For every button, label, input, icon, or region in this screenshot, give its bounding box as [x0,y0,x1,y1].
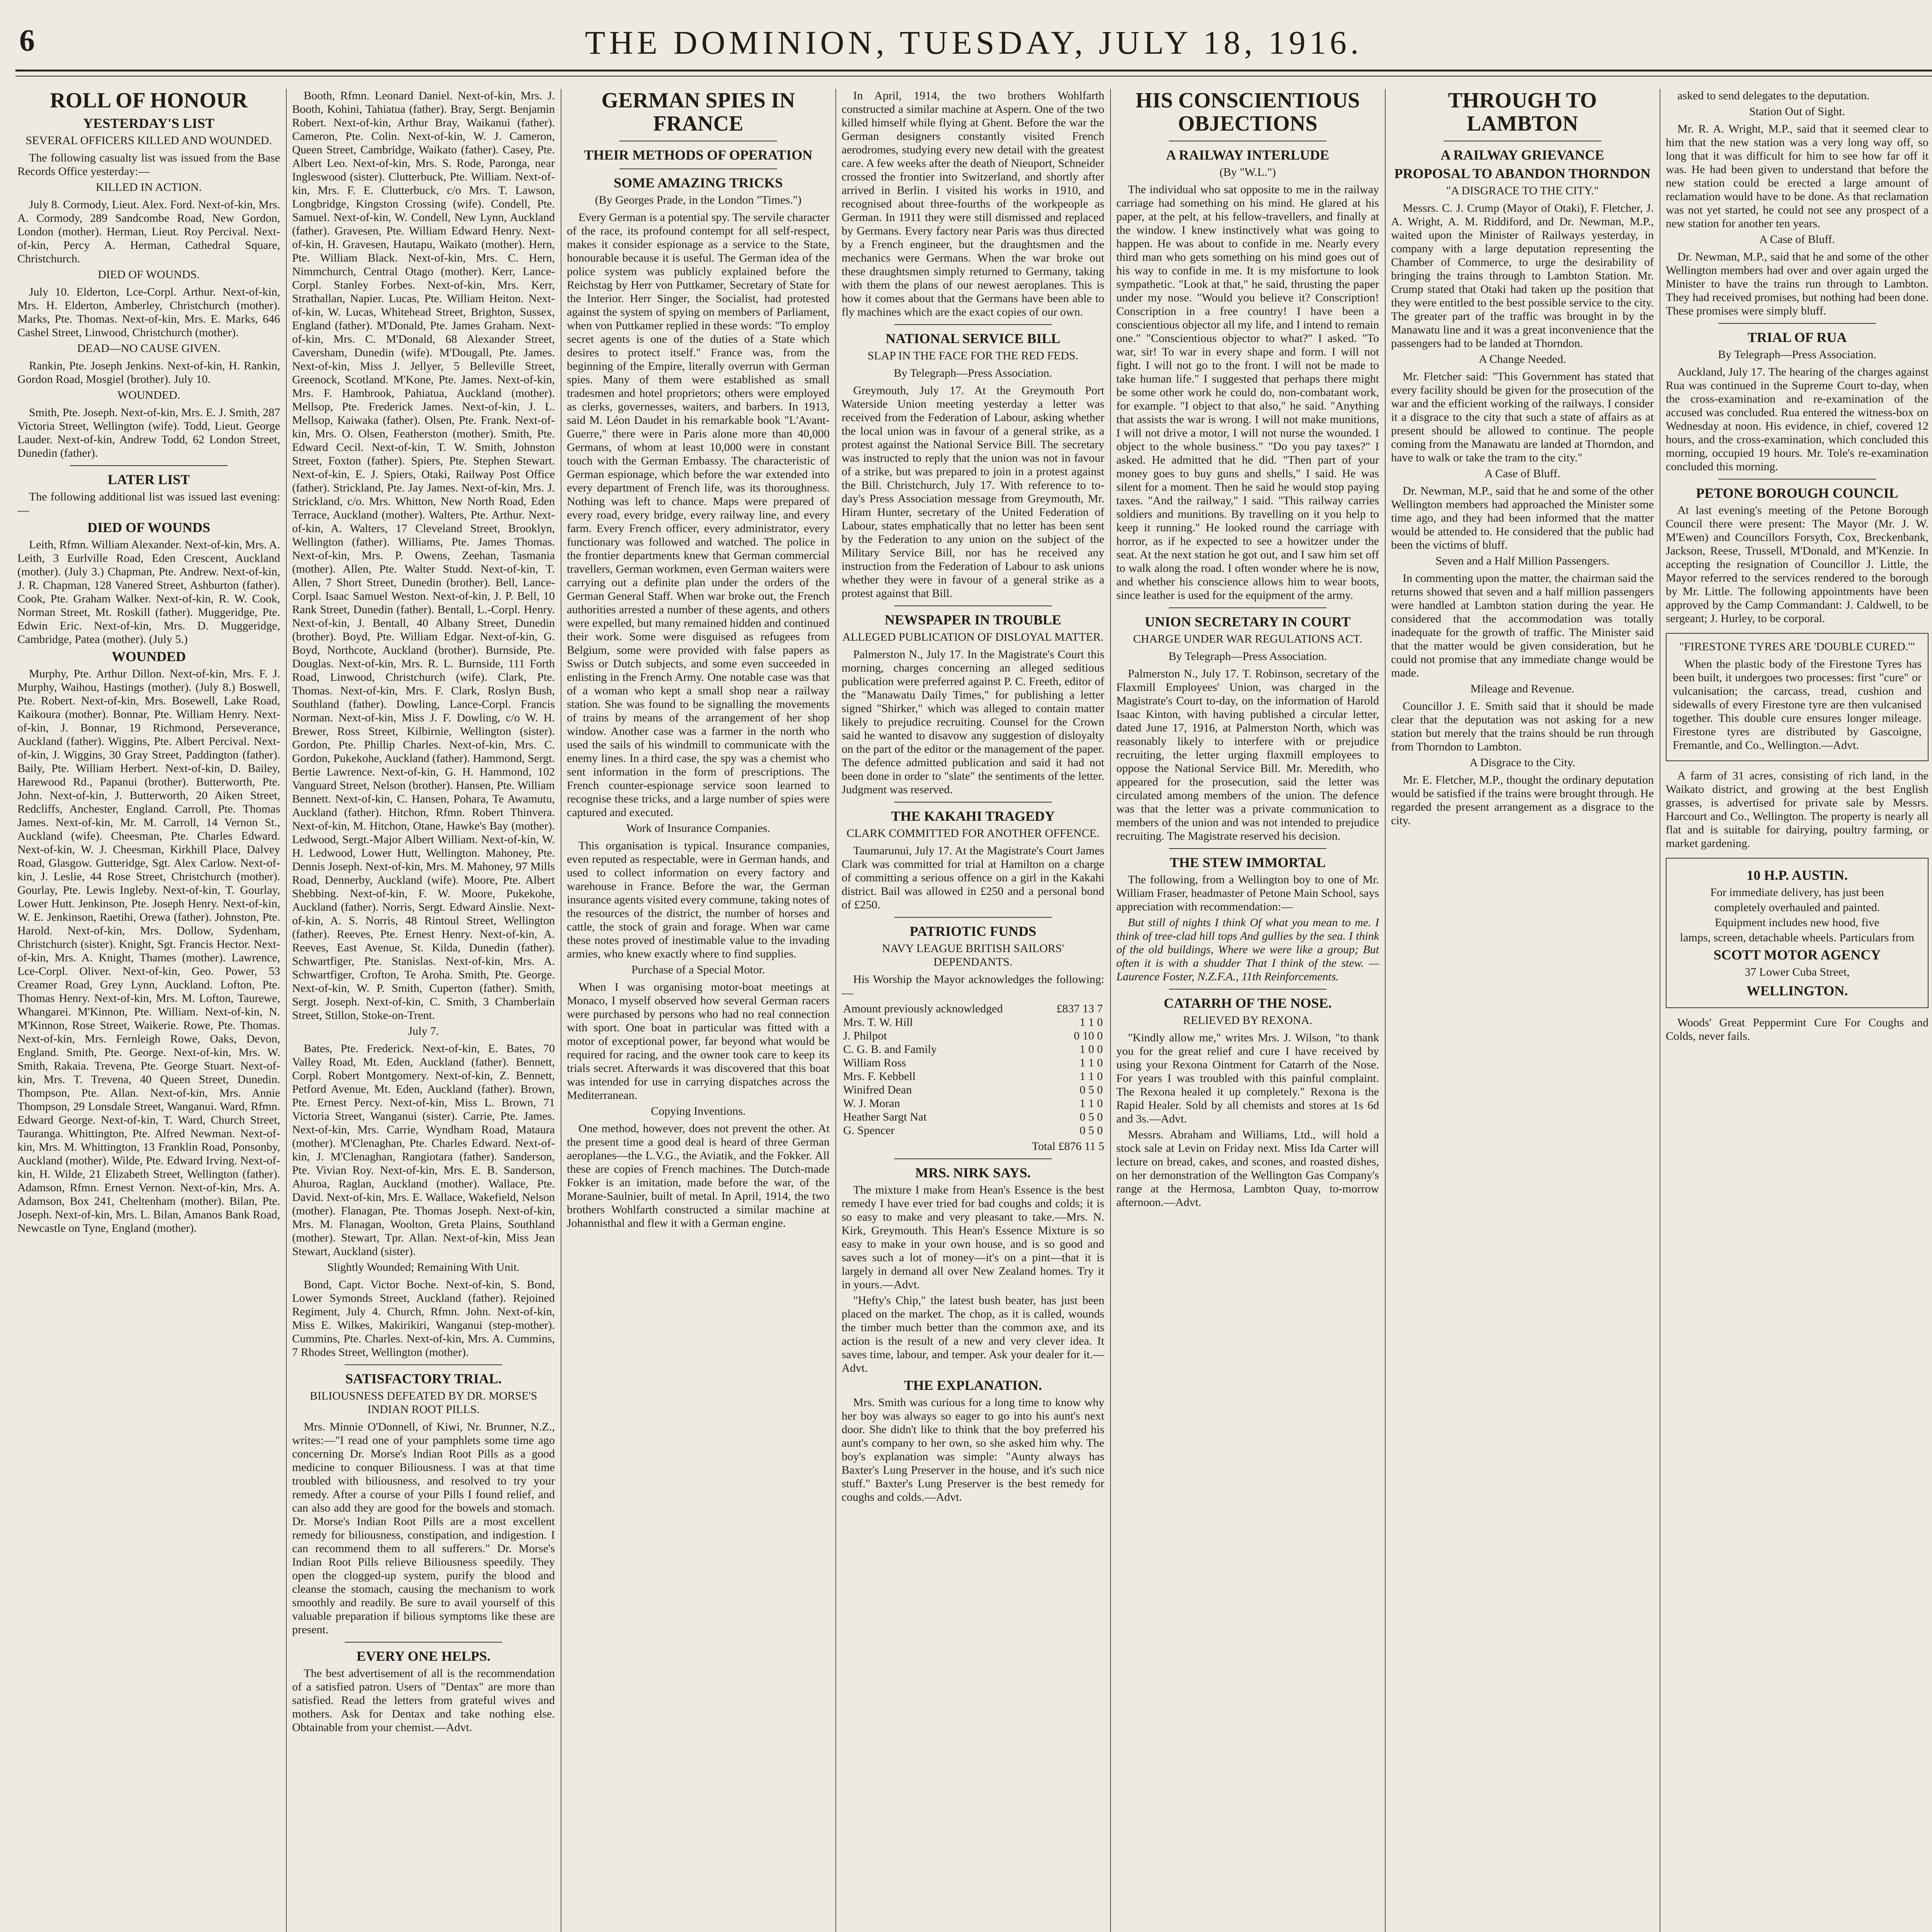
trial-of-rua-heading: TRIAL OF RUA [1747,330,1847,345]
column-news [842,89,1104,1932]
later-died-list: Leith, Rfmn. William Alexander. Next-of-kin, Mrs. A. Leith, 3 Eurlville Road, Eden Crescent, Auckland (mother). (July 3.) Chapman, Pte. Andrew. Next-of-kin, J. R. Chapman, 128 Vanered Street, Ashburton (father). Cook, Pte. Graham Walker. Next-of-kin, R. W. Cook, Norman Street, Mt. Roskill (father). Muggeridge, Pte. Edwin Eric. Next-of-kin, Mrs. D. Muggeridge, Cambridge, Patea (mother). (July 5.) [17,538,280,646]
donor-name: Heather Sargt Nat [843,1111,927,1123]
patriotic-funds-intro: His Worship the Mayor acknowledges the following:— [842,973,1104,999]
trial-of-rua-byline: By Telegraph—Press Association. [1718,348,1876,361]
patriotic-funds-table [842,1002,1104,1137]
divider [1718,323,1876,324]
every-one-helps-heading: EVERY ONE HELPS. [356,1648,491,1664]
explanation-text: Mrs. Smith was curious for a long time to know why her boy was always so eager to go into his aunt's next door. She didn't like to think that the boy preferred his aunt's company to her own, so she asked him why. The boy's explanation was simple: "Aunty always has Baxter's Lung Preserver in the house, and it's such nice stuff." Baxter's Lung Preserver is the best remedy for coughs and colds.—Advt. [842,1396,1104,1503]
german-spies-heading: GERMAN SPIES IN FRANCE [601,89,795,136]
kakahi-tragedy-heading: THE KAKAHI TRAGEDY [891,808,1055,824]
austin-city: WELLINGTON. [1746,983,1848,998]
column-separator [1385,89,1386,1932]
later-died-heading: DIED OF WOUNDS [87,520,211,535]
donor-name: C. G. B. and Family [843,1043,937,1056]
donor-name: Mrs. F. Kebbell [843,1070,916,1083]
bluff-heading: A Case of Bluff. [1759,233,1835,246]
station-out-of-sight-text: Mr. R. A. Wright, M.P., said that it seemed clear to him that the new station was a very long way off, so long that it was difficult for him to see how far off it was. He had been given to understand that before the new station could be erected a large amount of reclamation would have to be done. As that reclamation was not yet started, he could not see any prospect of a new station for another ten years. [1666,122,1929,230]
national-service-byline: By Telegraph—Press Association. [894,367,1052,379]
column-casualty-continued [292,89,555,1932]
casualty-list-july-7: Bates, Pte. Frederick. Next-of-kin, E. Bates, 70 Valley Road, Mt. Eden, Auckland (father). Bennett, Corpl. Robert Montgomery. Next-of-kin, Z. Bennett, Petford Avenue, Mt. Eden, Auckland (father). Brown, Pte. Ernest Percy. Next-of-kin, Miss L. Brown, 71 Victoria Street, Wanganui (sister). Carrie, Pte. James. Next-of-kin, Mrs. Carrie, Wyndham Road, Mataura (mother). M'Clenaghan, Pte. Charles Edward. Next-of-kin, J. M'Clenaghan, Rangiotara (father). Sanderson, Pte. Vivian Roy. Next-of-kin, Mrs. E. B. Sanderson, Ahuroa, Raglan, Auckland (mother). Wallace, Pte. David. Next-of-kin, Mrs. E. Wallace, Wakefield, Nelson (mother). Flanagan, Pte. Thomas Joseph. Next-of-kin, Mrs. M. Flanagan, Woolton, Greta Plains, Southland (mother). Stewart, Tpr. Allan. Next-of-kin, Miss Jean Stewart, Auckland (sister). [292,1042,555,1258]
table-row [842,1029,1104,1043]
objections-byline: (By "W.L.") [1219,166,1276,179]
table-row [842,1002,1104,1015]
table-row [842,1083,1104,1097]
stew-immortal-heading: THE STEW IMMORTAL [1170,855,1326,870]
catarrh-text: "Kindly allow me," writes Mrs. J. Wilson, "to thank you for the great relief and cure I have received by using your Rexona Ointment for Catarrh of the Nose. For years I was troubled with this painful complaint. The Rexona healed it up completely." Rexona is the Rapid Healer. Sold by all chemists and stores at 1s 6d and 3s.—Advt. [1116,1031,1379,1125]
donation-amount: 1 1 0 [1080,1070,1103,1083]
divider [894,605,1052,606]
table-row [842,1015,1104,1029]
table-row [842,1110,1104,1124]
donation-amount: 1 1 0 [1080,1016,1103,1029]
station-out-of-sight-heading: Station Out of Sight. [1749,105,1845,118]
copying-text: One method, however, does not prevent the other. At the present time a good deal is heard of three German aeroplanes—the L.V.G., the Aviatik, and the Fokker. All these are copies of French machines. The Dutch-made Fokker is an imitation, made before the war, of the Morane-Saulnier, built of metal. In April, 1914, the two brothers Wohlfarth constructed a similar machine at Johannisthal and flew it with a German engine. [567,1122,830,1230]
died-of-wounds-list: July 10. Elderton, Lce-Corpl. Arthur. Next-of-kin, Mrs. H. Elderton, Amberley, Christchurch (mother). Marks, Pte. Thomas. Next-of-kin, Mrs. E. Marks, 646 Cashel Street, Linwood, Christchurch (mother). [17,286,280,339]
insurance-text: This organisation is typical. Insurance companies, even reputed as respectable, were in German hands, and used to collect information on every factory and warehouse in France. Before the war, the German insurance agents visited every commune, taking notes of the resources of the district, the number of horses and cattle, the stock of grain and forage. When war came these notes proved of inestimable value to the invading armies, who knew exactly where to find supplies. [567,839,830,960]
union-secretary-heading: UNION SECRETARY IN COURT [1145,614,1351,629]
german-spies-text: Every German is a potential spy. The servile character of the race, its profound contempt for all self-respect, makes it consider espionage as a service to the State, honourable because it is useful. The German idea of the police system was publicly explained before the Reichstag by Herr von Puttkamer, Secretary of State for the Interior. Herr Singer, the Socialist, had protested against the system of spying on members of Parliament, when von Puttkamer replied in these words: "To employ secret agents is one of the duties of a State which desires to protect itself." France was, from the beginning of the Empire, literally overrun with German spies. Many of them were established as small tradesmen and hotel proprietors; others were employed as clerks, governesses, waiters, and barbers. In 1913, said M. Léon Daudet in his remarkable book "L'Avant-Guerre," there were in Paris alone more than 40,000 Germans, of whom at least 10,000 were in constant touch with the German Embassy. The characteristic of German espionage, which before the war extended into every department of French life, was its thoroughness. Nothing was left to chance. Maps were prepared of every road, every bridge, every railway line, and every farm. Every French officer, every administrator, every functionary was followed and watched. The police in the frontier departments knew that German commercial travellers, German workmen, even German waiters were carrying out a definite plan under the orders of the German General Staff. When war broke out, the French authorities arrested a number of these agents, and others were expelled, but many remained hidden and continued their work. Some were disguised as refugees from Belgium, some were provided with false papers as Swiss or Dutch subjects, and some even succeeded in enlisting in the French Army. One notable case was that of a woman who kept a small shop near a railway station. She was found to be signalling the movements of trains by means of the arrangement of her shop window. Another case was a farmer in the north who used the sails of his windmill to communicate with the enemy lines. In a third case, the spy was a chemist who sent information in the form of prescriptions. The French counter-espionage service soon learned to recognise these tricks, and a large number of spies were captured and executed. [567,211,830,819]
dead-no-cause-heading: DEAD—NO CAUSE GIVEN. [77,342,221,355]
divider [345,1364,502,1365]
list-intro: The following casualty list was issued from the Base Records Office yesterday:— [17,151,280,178]
divider [1718,479,1876,480]
donor-name: Mrs. T. W. Hill [843,1016,913,1029]
wounded-heading: WOUNDED. [117,389,180,401]
austin-line: Equipment includes new hood, five [1715,916,1879,929]
petone-council-text: At last evening's meeting of the Petone Borough Council there were present: The Mayor (Mr. J. W. M'Ewen) and Councillors Forsyth, Cox, Breckenbank, Jackson, Reese, Trussell, M'Donald, and M'Kenzie. In accepting the resignation of Councillor J. Little, the Mayor referred to the services rendered to the borough by Mr. Little. The following appointments have been approved by the Camp Commandant: J. Caldwell, to be sergeant; J. Hurley, to be corporal. [1666,504,1929,625]
austin-heading: 10 H.P. AUSTIN. [1747,867,1848,883]
firestone-text: When the plastic body of the Firestone Tyres has been built, it undergoes two processes: first "cure" or vulcanisation; the carcass, tread, cushion and sidewalls of every Firestone tyre are then vulcanised together. This double cure ensures longer mileage. Firestone tyres are distributed by Gascoigne, Fremantle, and Co., Wellington.—Advt. [1673,658,1922,752]
table-row [842,1070,1104,1083]
national-service-text: Greymouth, July 17. At the Greymouth Port Waterside Union meeting yesterday a letter was received from the Federation of Labour, asking whether the local union was in favour of a general strike, as a protest against the National Service Bill. The secretary was instructed to reply that the union was not in favour of a strike, but was prepared to join in a protest against the Bill. Christchurch, July 17. With reference to to-day's Press Association message from Greymouth, Mr. Hiram Hunter, secretary of the United Federation of Labour, states emphatically that no letter has been sent by the Federation to any union on the subject of the Military Service Bill, nor has he received any instruction from the Federation of Labour to ask unions whether they were in favour of a general strike as a protest against that Bill. [842,384,1104,600]
austin-line: lamps, screen, detachable wheels. Particulars from [1680,931,1915,944]
patriotic-funds-total: Total £876 11 5 [1032,1140,1104,1153]
union-secretary-text: Palmerston N., July 17. T. Robinson, secretary of the Flaxmill Employees' Union, was charged in the Magistrate's Court to-day, on the information of Harold Isaac Kinton, with having published a circular letter, dated June 17, 1916, at Palmerston North, which was reasonably likely to interfere with or prejudice recruiting, the letter urging flaxmill employees to oppose the National Service Bill. Mr. Meredith, who appeared for the prosecution, said the letter was circulated among members of the union. The defence was that the letter was a private communication to members of the union and was not intended to prejudice recruiting. The Magistrate reserved his decision. [1116,667,1379,842]
case-of-bluff-heading: A Case of Bluff. [1484,467,1561,480]
austin-company: SCOTT MOTOR AGENCY [1713,947,1881,963]
donation-amount: 1 1 0 [1080,1097,1103,1110]
divider [894,917,1052,918]
passengers-text: In commenting upon the matter, the chairman said the returns showed that seven and a half million passengers were handled at Lambton station during the year. He considered that the accommodation was totally inadequate for the growth of traffic. The Minister said that the matter would be given consideration, but he could not promise that any immediate change would be made. [1391,572,1654,679]
donation-amount: £837 13 7 [1056,1002,1103,1015]
date-july-7: July 7. [408,1025,439,1037]
objections-text: The individual who sat opposite to me in the railway carriage had something on his mind. He glared at his paper, at the pelt, at his fellow-travellers, and finally at the window. I knew instinctively what was going to happen. He was about to confide in me. Nearly every third man who gets something on his mind goes out of his way to confide in me. It is my misfortune to look sympathetic. "Look at that," he said, thrusting the paper under my nose. "Would you believe it? Conscription! Conscription in a free country! I have been a conscientious objector all my life, and I intend to remain one." "Conscientious objector to what?" I asked. "To war, sir! To war in every shape and form. I will not fight. I will not go to the front. I will not be made to take human life." I suggested that perhaps there might be some other work he could do, non-combatant work, for example. "I object to that also," he said. "Anything that assists the war is wrong. I will not make munitions, I will not drive a motor, I will not nurse the wounded. I object to the whole business." "Do you pay taxes?" I asked. He admitted that he did. "Then part of your money goes to buy guns and shells," I said. He was silent for a moment. Then he said he would stop paying taxes. "And the railway," I said. "This railway carries soldiers and munitions. By travelling on it you help to keep it running." He looked round the carriage with horror, as if he expected to see a howitzer under the seat. At the next station he got out, and I saw him set off to walk along the road. I often wonder where he is now, and whether his conscience allows him to wear boots, since leather is used for the equipment of the army. [1116,183,1379,602]
every-one-helps-text: The best advertisement of all is the recommendation of a satisfied patron. Users of "Dentax" are more than satisfied. Read the letters from grateful wives and mothers. Ask for Dentax and take nothing else. Obtainable from your chemist.—Advt. [292,1667,555,1734]
divider [1169,607,1327,608]
donation-amount: 0 10 0 [1074,1029,1103,1042]
donation-amount: 1 1 0 [1080,1056,1103,1069]
german-spies-continued: In April, 1914, the two brothers Wohlfarth constructed a similar machine at Aspern. One of the two killed himself while flying at Ghent. Before the war the German designers constantly visited French aerodromes, studying every new detail with the greatest care. A few weeks after the death of Nieuport, Schneider crossed the frontier into Switzerland, and shortly after arrived in Berlin. I visited his works in 1910, and recognised about three-fourths of the workpeople as German. In 1911 they were still dismissed and replaced by Germans. Every factory near Paris was thus directed by a French engineer, but the draughtsmen and the mechanics were Germans. When the war broke out these draughtsmen simply returned to Germany, taking with them the plans of our newest aeroplanes. This is how it comes about that the Germans have been able to fly machines which are the exact copies of our own. [842,89,1104,318]
farm-notice: A farm of 31 acres, consisting of rich land, in the Waikato district, and growing at the best English grasses, is advertised for private sale by Messrs. Harcourt and Co., Wellington. The property is nearly all flat and is suitable for dairying, poultry farming, or market gardening. [1666,769,1929,850]
insurance-heading: Work of Insurance Companies. [626,822,770,835]
divider [70,465,228,466]
column-objections [1116,89,1379,1932]
later-wounded-heading: WOUNDED [111,649,186,664]
petone-council-heading: PETONE BOROUGH COUNCIL [1696,485,1898,501]
amazing-tricks-subheading: SOME AMAZING TRICKS [614,175,783,190]
masthead [15,23,1932,66]
divider [345,1642,502,1643]
woods-peppermint-notice: Woods' Great Peppermint Cure For Coughs and Colds, never fails. [1666,1016,1929,1043]
firestone-advert [1666,633,1929,761]
divider [619,168,777,169]
wounded-list: Smith, Pte. Joseph. Next-of-kin, Mrs. E. J. Smith, 287 Victoria Street, Wellington (wife). Todd, Lieut. George Lauder. Next-of-kin, Andrew Todd, 62 London Street, Dunedin (father). [17,406,280,459]
satisfactory-trial-subheading: BILIOUSNESS DEFEATED BY DR. MORSE'S INDIAN ROOT PILLS. [310,1389,537,1416]
killed-heading: KILLED IN ACTION. [95,181,202,194]
newspaper-title: THE DOMINION, TUESDAY, JULY 18, 1916. [585,24,1363,61]
passengers-heading: Seven and a Half Million Passengers. [1435,554,1609,567]
mrs-kirk-text: The mixture I make from Hean's Essence is the best remedy I have ever tried for bad coughs and colds; it is so easy to make and very pleasant to take.—Mrs. N. Kirk, Greymouth. This Hean's Essence Mixture is so easy to make in your own house, and is so good and saves such a lot of money—it's on a pint—that it is largely in demand all over New Zealand homes. Try it in yours.—Advt. [842,1184,1104,1291]
column-right [1666,89,1929,1932]
later-wounded-list: Murphy, Pte. Arthur Dillon. Next-of-kin, Mrs. F. J. Murphy, Waihou, Hastings (mother). (July 8.) Boswell, Pte. Robert. Next-of-kin, Mrs. Bosewell, Lake Road, Kaikoura (mother). Bonnar, Pte. William Henry. Next-of-kin, J. Bonnar, 19 Richmond, Perseverance, Auckland (father). Wiggins, Pte. Albert Percival. Next-of-kin, J. Wiggins, 30 Gray Street, Paddington (father). Baily, Pte. William Herbert. Next-of-kin, D. Bailey, Harewood Rd., Papanui (brother). Butterworth, Pte. John. Next-of-kin, J. Butterworth, 20 Aiken Street, Redcliffs, Anchester, England. Carroll, Pte. Thomas James. Next-of-kin, Mr. M. Carroll, 14 Vernon St., Auckland (wife). Cheesman, Pte. Charles Edward. Next-of-kin, W. J. Cheesman, Kirkhill Place, Dalvey Road, Glasgow. Gutteridge, Sgt. Alex Carlow. Next-of-kin, J. Leslie, 44 Rose Street, Christchurch (mother). Gourlay, Pte. Lewis Ingleby. Next-of-kin, T. Gourlay, Lower Hutt. Jenkinson, Pte. Joseph Henry. Next-of-kin, W. E. Jenkinson, Raetihi, Orewa (father). Johnston, Pte. Harold. Next-of-kin, Mrs. Dollow, Sydenham, Christchurch (sister). Knight, Sgt. Francis Hector. Next-of-kin, Mrs. A. Knight, Thames (mother). Lawrence, Lce-Corpl. Oliver. Next-of-kin, Geo. Power, 53 Creamer Road, Grey Lynn, Auckland. Lofton, Pte. Thomas Henry. Next-of-kin, Mrs. M. Lofton, Taurewe, Whangarei. M'Kinnon, Pte. William. Next-of-kin, N. M'Kinnon, Rose Street, Waikerie. Rowe, Pte. Thomas. Next-of-kin, Mrs. Fernleigh Rowe, Oaks, Devon, England. Smith, Pte. George. Next-of-kin, Mrs. W. Smith, Rakaia. Trevena, Pte. George Stuart. Next-of-kin, Mrs. T. Trevena, 40 Queen Street, Dunedin. Thompson, Pte. Allan. Next-of-kin, Mrs. Annie Thompson, 29 Lonsdale Street, Wanganui. Ward, Rfmn. Edward George. Next-of-kin, T. Ward, Church Street, Tauranga. Whittington, Pte. Alfred Newman. Next-of-kin, Mrs. M. Whittington, 13 Franklin Road, Ponsonby, Auckland (mother). Wilde, Pte. Edward Irving. Next-of-kin, H. Wilde, 21 Elizabeth Street, Wellington (father). Adamson, Rfmn. Ernest Vernon. Next-of-kin, Mrs. A. Adamson, Box 241, Cheltenham (mother). Bilan, Pte. Joseph. Next-of-kin, Mrs. L. Bilan, Amanos Bank Road, Newcastle on Tyne, England (mother). [17,667,280,1235]
killed-list: July 8. Cormody, Lieut. Alex. Ford. Next-of-kin, Mrs. A. Cormody, 289 Sandcombe Road, New Gordon, London (mother). Herman, Lieut. Roy Percival. Next-of-kin, Percy A. Herman, Cathedral Square, Christchurch. [17,198,280,265]
disgrace-quote: "A DISGRACE TO THE CITY." [1446,184,1599,197]
catarrh-heading: CATARRH OF THE NOSE. [1163,995,1332,1011]
column-roll-of-honour [17,89,280,1932]
donation-amount: 0 5 0 [1080,1111,1103,1123]
donor-name: J. Philpot [843,1029,887,1042]
special-motor-text: When I was organising motor-boat meetings at Monaco, I myself observed how several German racers were purchased by persons who had no real connection with sport. One boat in particular was fitted with a motor of exceptional power, far beyond what would be required for racing, and the owner took care to keep its trials secret. Afterwards it was discovered that this boat was intended for use in carrying dispatches across the Mediterranean. [567,981,830,1102]
patriotic-funds-subheading: NAVY LEAGUE BRITISH SAILORS' DEPENDANTS. [882,942,1064,968]
satisfactory-trial-text: Mrs. Minnie O'Donnell, of Kiwi, Nr. Brunner, N.Z., writes:—"I read one of your pamphlets some time ago concerning Dr. Morse's Indian Root Pills as a good medicine to conquer Biliousness. I was at that time troubled with biliousness, and resolved to try your remedy. After a course of your Pills I found relief, and can also add they are good for the bowels and stomach. Dr. Morse's Indian Root Pills are a most excellent remedy for biliousness, constipation, and indigestion. I can recommend them to all sufferers." Dr. Morse's Indian Root Pills relieve Biliousness speedily. They open the clogged-up system, purify the blood and cleanse the stomach, causing the mechanism to work smoothly and readily. Be sure to avail yourself of this valuable preparation if bilious symptoms like these are present. [292,1420,555,1636]
german-spies-subheading: THEIR METHODS OF OPERATION [584,147,813,163]
masthead-rule-bottom [15,76,1932,77]
yesterdays-list-heading: YESTERDAY'S LIST [83,116,214,131]
donor-name: W. J. Moran [843,1097,900,1110]
table-row [842,1124,1104,1137]
divider [1169,989,1327,990]
donor-name: G. Spencer [843,1124,895,1137]
patriotic-funds-heading: PATRIOTIC FUNDS [910,923,1036,939]
stew-immortal-text: The following, from a Wellington boy to one of Mr. William Fraser, headmaster of Petone Main School, says appreciation with recommendation:— [1116,873,1379,913]
divider [894,1158,1052,1159]
austin-advert [1666,858,1929,1008]
kakahi-tragedy-subheading: CLARK COMMITTED FOR ANOTHER OFFENCE. [846,827,1100,840]
bush-beater-text: "Hefty's Chip," the latest bush beater, has just been placed on the market. The chop, as it is called, wounds the timber much better than the common axe, and its action is the result of a new and very clever idea. It saves time, labour, and temper. Ask your dealer for it.—Advt. [842,1294,1104,1374]
divider [1169,848,1327,849]
newspaper-trouble-heading: NEWSPAPER IN TROUBLE [884,612,1061,628]
catarrh-subheading: RELIEVED BY REXONA. [1183,1014,1313,1027]
stew-immortal-poem: But still of nights I think Of what you mean to me. I think of tree-clad hill tops And gullies by the sea. I think of the old buildings, Where we were like a group; But often it is with a shudder That I think of the stew. — Laurence Foster, N.Z.F.A., 11th Reinforcements. [1116,916,1379,983]
column-separator [286,89,287,1932]
column-lambton [1391,89,1654,1932]
mileage-heading: Mileage and Revenue. [1470,682,1575,695]
change-needed-heading: A Change Needed. [1479,353,1566,366]
newspaper-trouble-text: Palmerston N., July 17. In the Magistrate's Court this morning, charges concerning an alleged seditious publication were preferred against P. C. Freeth, editor of the "Manawatu Daily Times," for publishing a letter signed "Shirker," which was alleged to contain matter likely to prejudice recruiting. Counsel for the Crown said he wanted to disavow any suggestion of disloyalty on the part of the editor or the management of the paper. The defence admitted publication and said it had not been done in order to "slate" the sentiments of the letter. Judgment was reserved. [842,648,1104,796]
masthead-rule-top [15,70,1932,71]
bluff-text: Dr. Newman, M.P., said that he and some of the other Wellington members had over and over again urged the Minister to have the trains run through to Lambton. They had received promises, but nothing had been done. These promises were simply bluff. [1666,250,1929,317]
trial-of-rua-text: Auckland, July 17. The hearing of the charges against Rua was continued in the Supreme Court to-day, when the cross-examination and re-examination of the accused was concluded. Rua entered the witness-box on Wednesday at noon. His evidence, in chief, covered 12 hours, and the cross-examination, which concluded this morning, occupied 19 hours. Mr. Tole's re-examination concluded this morning. [1666,366,1929,473]
donor-name: Winifred Dean [843,1083,912,1096]
byline: (By Georges Prade, in the London "Times.") [595,194,802,206]
mileage-text: Councillor J. E. Smith said that it should be made clear that the deputation was not asking for a new station but merely that the trains should be run through from Thorndon to Lambton. [1391,700,1654,753]
firestone-heading: "FIRESTONE TYRES ARE 'DOUBLE CURED.'" [1679,640,1915,653]
column-separator [1110,89,1111,1932]
mrs-kirk-heading: MRS. NIRK SAYS. [915,1165,1031,1180]
died-of-wounds-heading: DIED OF WOUNDS. [98,268,200,281]
casualty-list-continued: Booth, Rfmn. Leonard Daniel. Next-of-kin, Mrs. J. Booth, Kohini, Tahiatua (father). Bray, Sergt. Benjamin Robert. Next-of-kin, Arthur Bray, Waikanui (father). Cameron, Pte. Colin. Next-of-kin, W. J. Cameron, Queen Street, Cambridge, Waikato (father). Casey, Pte. Albert Leo. Next-of-kin, Mrs. S. Rode, Paronga, near Ingleswood (sister). Clutterbuck, Pte. William. Next-of-kin, Mrs. F. E. Clutterbuck, c/o Mrs. T. Lawson, Longbridge, Kingston Crossing (wife). Condell, Pte. Samuel. Next-of-kin, W. Condell, New Lynn, Auckland (father). Gravesen, Pte. William Edward Henry. Next-of-kin, H. Gravesen, Hautapu, Waikato (mother). Hern, Pte. William Black. Next-of-kin, Mrs. C. Hern, Nimmchurch, Central Otago (mother). Kerr, Lance-Corpl. Stanley Forbes. Next-of-kin, Mrs. Kerr, Strathallan, Napier. Lucas, Pte. William Heiton. Next-of-kin, W. Lucas, Whitehead Street, Brighton, Sussex, England (father). M'Donald, Pte. James Graham. Next-of-kin, Mrs. C. M'Donald, 68 Alexander Street, Caversham, Dunedin (wife). M'Dougall, Pte. James. Next-of-kin, Miss J. Jellyer, 5 Belleville Street, Greenock, Scotland. M'Kone, Pte. James. Next-of-kin, Mrs. F. Hambrook, Pahiatua, Auckland (mother). Mellsop, Pte. Frederick James. Next-of-kin, J. L. Mellsop, Kaiwaka (father). Olsen, Pte. Frank. Next-of-kin, Mrs. O. Olsen, Featherston (mother). Smith, Pte. Edward Cecil. Next-of-kin, T. W. Smith, Johnston Street, Foxton (father). Spiers, Pte. Stephen Stewart. Next-of-kin, E. J. Spiers, Otaki, Railway Post Office (father). Strickland, Pte. Jay James. Next-of-kin, Mrs. J. Strickland, c/o. Mrs. Whitton, New North Road, Eden Terrace, Auckland (mother). Walters, Pte. Arthur. Next-of-kin, A. Walters, 17 Cleveland Street, Brooklyn, Wellington (father). Williams, Pte. James Thomas. Next-of-kin, Mrs. P. Owens, Zeehan, Tasmania (mother). Allen, Pte. Walter Studd. Next-of-kin, T. Allen, 7 Short Street, Dunedin (brother). Bell, Lance-Corpl. Isaac Samuel Weston. Next-of-kin, J. P. Bell, 10 Rank Street, Dunedin (father). Bentall, L.-Corpl. Henry. Next-of-kin, J. Bentall, 40 Albany Street, Dunedin (brother). Boyd, Pte. William Edgar. Next-of-kin, G. Boyd, Northcote, Auckland (brother). Burnside, Pte. Douglas. Next-of-kin, Mrs. R. L. Burnside, 111 Forth Road, Linwood, Christchurch (wife). Clark, Pte. Thomas. Next-of-kin, Mrs. F. Clark, Roslyn Bush, Southland (father). Dowling, Lance-Corpl. Francis Norman. Next-of-kin, Miss J. F. Dowling, c/o W. H. Brewer, Ross Street, Kilbirnie, Wellington (sister). Gordon, Pte. Phillip Charles. Next-of-kin, Mrs. C. Gordon, Pukekohe, Auckland (father). Hammond, Sergt. Bertie Lawrence. Next-of-kin, G. H. Hammond, 102 Vanguard Street, Nelson (brother). Hansen, Pte. William Bennett. Next-of-kin, C. Hansen, Pohara, Te Awamutu, Auckland (father). Hitchon, Rfmn. Robert Thinvera. Next-of-kin, M. Hitchon, Otane, Hawke's Bay (mother). Ledwood, Sergt.-Major Albert William. Next-of-kin, W. H. Ledwood, Lower Hutt, Wellington. Mahoney, Pte. Dennis Joseph. Next-of-kin, Mrs. M. Mahoney, 97 Mills Road, Dennerby, Auckland (wife). Moore, Pte. Albert Shebbing. Next-of-kin, F. W. Moore, Pukekohe, Auckland (father). Norris, Sergt. Edward Ainslie. Next-of-kin, A. S. Norris, 48 Rintoul Street, Wellington (father). Reeves, Pte. Ernest Henry. Next-of-kin, A. Reeves, East Avenue, St. Kilda, Dunedin (father). Schwartfiger, Pte. Stanislas. Next-of-kin, Mrs. A. Schwartfiger, Crofton, Te Aroha. Smith, Pte. George. Next-of-kin, W. P. Smith, Cuperton (father). Smith, Sergt. Joseph. Next-of-kin, C. Smith, 3 Chamberlain Street, Stillon, Stoke-on-Trent. [292,89,555,1022]
union-secretary-byline: By Telegraph—Press Association. [1168,650,1327,663]
donor-name: William Ross [843,1056,906,1069]
lambton-heading: THROUGH TO LAMBTON [1448,89,1597,136]
divider [894,324,1052,325]
explanation-heading: THE EXPLANATION. [904,1378,1042,1393]
later-list-heading: LATER LIST [107,472,190,487]
donation-amount: 0 5 0 [1080,1124,1103,1137]
table-row [842,1056,1104,1070]
donation-amount: 0 5 0 [1080,1083,1103,1096]
special-motor-heading: Purchase of a Special Motor. [631,963,765,976]
divider [894,802,1052,803]
satisfactory-trial-heading: SATISFACTORY TRIAL. [345,1371,502,1386]
austin-line: For immediate delivery, has just been [1710,886,1884,899]
austin-line: completely overhauled and painted. [1714,901,1880,914]
dead-no-cause-list: Rankin, Pte. Joseph Jenkins. Next-of-kin, H. Rankin, Gordon Road, Mosgiel (brother). July 10. [17,359,280,386]
table-row [842,1097,1104,1110]
disgrace-heading: A Disgrace to the City. [1469,756,1575,769]
case-of-bluff-text: Dr. Newman, M.P., said that he and some of the other Wellington members had approached the Minister some time ago, and they had been informed that the matter would be attended to. He considered that the public had been the victims of bluff. [1391,485,1654,551]
thorndon-subheading: PROPOSAL TO ABANDON THORNDON [1394,166,1651,181]
lambton-text: Messrs. C. J. Crump (Mayor of Otaki), F. Fletcher, J. A. Wright, A. M. Riddiford, and Dr. Newman, M.P., waited upon the Minister of Railways yesterday, in company with a large deputation representing the Chamber of Commerce, to urge the desirability of bringing the trains through to Lambton Station. Mr. Crump stated that Otaki had taken up the position that they were entitled to the best possible service to the city. The greater part of the traffic was brought in by the Manawatu line and it was a great inconvenience that the passengers had to be landed at Thorndon. [1391,202,1654,350]
austin-address: 37 Lower Cuba Street, [1745,966,1850,978]
union-secretary-subheading: CHARGE UNDER WAR REGULATIONS ACT. [1133,633,1362,645]
national-service-subheading: SLAP IN THE FACE FOR THE RED FEDS. [867,349,1078,362]
officers-subheading: SEVERAL OFFICERS KILLED AND WOUNDED. [26,134,272,147]
later-list-intro: The following additional list was issued last evening:— [17,490,280,517]
railway-grievance-subheading: A RAILWAY GRIEVANCE [1440,147,1604,163]
railway-interlude-subheading: A RAILWAY INTERLUDE [1166,147,1330,163]
table-row [842,1043,1104,1056]
kakahi-tragedy-text: Taumarunui, July 17. At the Magistrate's Court James Clark was committed for trial at Hamilton on a charge of committing a serious offence on a girl in the Kakahi district. Bail was allowed in £250 and a personal bond of £250. [842,844,1104,911]
lambton-continued: asked to send delegates to the deputation. [1677,89,1870,102]
donation-amount: 1 0 0 [1080,1043,1103,1056]
objections-heading: HIS CONSCIENTIOUS OBJECTIONS [1135,89,1360,136]
newspaper-trouble-subheading: ALLEGED PUBLICATION OF DISLOYAL MATTER. [842,631,1104,643]
slightly-wounded-heading: Slightly Wounded; Remaining With Unit. [327,1261,520,1274]
slightly-wounded-list: Bond, Capt. Victor Boche. Next-of-kin, S. Bond, Lower Symonds Street, Auckland (father). Rejoined Regiment, July 4. Church, Rfmn. John. Next-of-kin, Miss E. Wilkes, Makirikiri, Wanganui (step-mother). Cummins, Pte. Charles. Next-of-kin, Mrs. A. Cummins, 7 Rhodes Street, Wellington (mother). [292,1278,555,1359]
donor-name: Amount previously acknowledged [843,1002,1003,1015]
copying-heading: Copying Inventions. [651,1105,746,1117]
disgrace-text: Mr. E. Fletcher, M.P., thought the ordinary deputation would be satisfied if the trains were brought through. He regarded the present arrangement as a disgrace to the city. [1391,774,1654,827]
change-needed-text: Mr. Fletcher said: "This Government has stated that every facility should be given for the prosecution of the war and the efficient working of the railways. I consider it a disgrace to the city that such a state of affairs as at present should be allowed to continue. The people coming from the Manawatu are landed at Thorndon, and have to walk or take the tram to the city." [1391,370,1654,464]
column-separator [835,89,836,1932]
roll-of-honour-heading: ROLL OF HONOUR [50,89,248,112]
national-service-heading: NATIONAL SERVICE BILL [885,331,1061,346]
column-german-spies [567,89,830,1932]
stock-sale-notice: Messrs. Abraham and Williams, Ltd., will hold a stock sale at Levin on Friday next. Miss Ida Carter will lecture on bread, cakes, and scones, and roasted dishes, on her demonstration of the Wellington Gas Company's range at the Hermosa, Lambton Quay, to-morrow afternoon.—Advt. [1116,1128,1379,1209]
page-number: 6 [19,24,35,58]
